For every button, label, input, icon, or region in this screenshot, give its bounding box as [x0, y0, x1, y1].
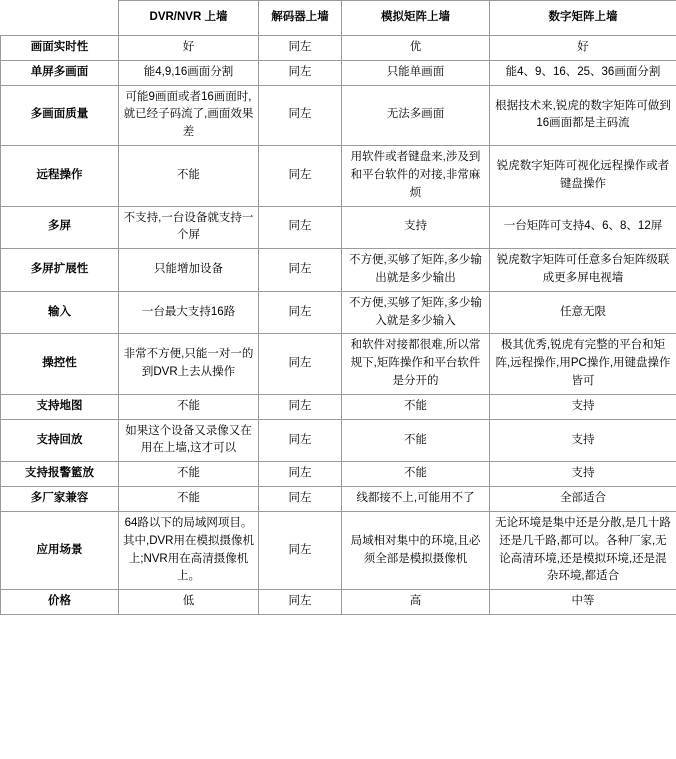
cell-decoder: 同左	[259, 462, 342, 487]
row-label: 多画面质量	[1, 85, 119, 145]
row-label: 远程操作	[1, 146, 119, 206]
cell-decoder: 同左	[259, 394, 342, 419]
cell-digital-matrix: 中等	[490, 590, 676, 615]
row-label: 支持报警籃放	[1, 462, 119, 487]
cell-analog-matrix: 用软件或者键盘来,涉及到和平台软件的对接,非常麻烦	[342, 146, 490, 206]
table-header-row	[1, 1, 676, 36]
cell-digital-matrix: 极其优秀,锐虎有完整的平台和矩阵,远程操作,用PC操作,用键盘操作皆可	[490, 334, 676, 394]
table-row	[1, 36, 676, 61]
cell-decoder: 同左	[259, 60, 342, 85]
table-row	[1, 334, 676, 394]
cell-dvr-nvr: 只能增加设备	[119, 249, 259, 292]
column-header-dvr-nvr: DVR/NVR 上墙	[119, 1, 259, 36]
cell-digital-matrix: 无论环境是集中还是分散,是几十路还是几千路,都可以。各种厂家,无论高清环境,还是模拟环境,还是混杂环境,都适合	[490, 511, 676, 589]
table-row	[1, 85, 676, 145]
cell-dvr-nvr: 非常不方便,只能一对一的到DVR上去从操作	[119, 334, 259, 394]
table-row	[1, 206, 676, 249]
cell-analog-matrix: 不能	[342, 394, 490, 419]
cell-dvr-nvr: 一台最大支持16路	[119, 291, 259, 334]
cell-digital-matrix: 支持	[490, 462, 676, 487]
table-row	[1, 60, 676, 85]
cell-decoder: 同左	[259, 419, 342, 462]
cell-analog-matrix: 不方便,买够了矩阵,多少输出就是多少输出	[342, 249, 490, 292]
cell-decoder: 同左	[259, 590, 342, 615]
row-label: 多屏扩展性	[1, 249, 119, 292]
column-header-blank	[1, 1, 119, 36]
cell-dvr-nvr: 不支持,一台设备就支持一个屏	[119, 206, 259, 249]
cell-decoder: 同左	[259, 206, 342, 249]
cell-dvr-nvr: 好	[119, 36, 259, 61]
row-label: 支持地图	[1, 394, 119, 419]
cell-decoder: 同左	[259, 249, 342, 292]
row-label: 输入	[1, 291, 119, 334]
cell-dvr-nvr: 可能9画面或者16画面时,就已经子码流了,画面效果差	[119, 85, 259, 145]
table-row	[1, 590, 676, 615]
column-header-digital-matrix: 数字矩阵上墙	[490, 1, 676, 36]
cell-analog-matrix: 高	[342, 590, 490, 615]
cell-analog-matrix: 支持	[342, 206, 490, 249]
table-row	[1, 249, 676, 292]
table-row	[1, 487, 676, 512]
cell-analog-matrix: 只能单画面	[342, 60, 490, 85]
cell-digital-matrix: 任意无限	[490, 291, 676, 334]
cell-dvr-nvr: 如果这个设备又录像又在用在上墙,这才可以	[119, 419, 259, 462]
cell-analog-matrix: 和软件对接都很难,所以常规下,矩阵操作和平台软件是分开的	[342, 334, 490, 394]
cell-digital-matrix: 全部适合	[490, 487, 676, 512]
table-row	[1, 419, 676, 462]
row-label: 画面实时性	[1, 36, 119, 61]
cell-decoder: 同左	[259, 291, 342, 334]
row-label: 应用场景	[1, 511, 119, 589]
row-label: 单屏多画面	[1, 60, 119, 85]
cell-decoder: 同左	[259, 487, 342, 512]
cell-decoder: 同左	[259, 36, 342, 61]
row-label: 价格	[1, 590, 119, 615]
cell-dvr-nvr: 能4,9,16画面分割	[119, 60, 259, 85]
cell-decoder: 同左	[259, 334, 342, 394]
cell-decoder: 同左	[259, 85, 342, 145]
cell-digital-matrix: 支持	[490, 394, 676, 419]
row-label: 操控性	[1, 334, 119, 394]
column-header-analog-matrix: 模拟矩阵上墙	[342, 1, 490, 36]
cell-digital-matrix: 根据技术来,锐虎的数字矩阵可做到16画面都是主码流	[490, 85, 676, 145]
cell-digital-matrix: 好	[490, 36, 676, 61]
cell-dvr-nvr: 64路以下的局域网项目。其中,DVR用在模拟摄像机上;NVR用在高清摄像机上。	[119, 511, 259, 589]
cell-decoder: 同左	[259, 146, 342, 206]
cell-analog-matrix: 无法多画面	[342, 85, 490, 145]
table-header	[1, 1, 676, 36]
table-body	[1, 36, 676, 615]
cell-digital-matrix: 锐虎数字矩阵可任意多台矩阵级联成更多屏电视墙	[490, 249, 676, 292]
cell-analog-matrix: 线都接不上,可能用不了	[342, 487, 490, 512]
table-row	[1, 462, 676, 487]
cell-analog-matrix: 不方便,买够了矩阵,多少输入就是多少输入	[342, 291, 490, 334]
row-label: 多屏	[1, 206, 119, 249]
table-row	[1, 291, 676, 334]
row-label: 支持回放	[1, 419, 119, 462]
cell-dvr-nvr: 不能	[119, 487, 259, 512]
cell-analog-matrix: 优	[342, 36, 490, 61]
cell-analog-matrix: 不能	[342, 419, 490, 462]
cell-decoder: 同左	[259, 511, 342, 589]
cell-digital-matrix: 锐虎数字矩阵可视化远程操作或者键盘操作	[490, 146, 676, 206]
table-row	[1, 394, 676, 419]
table-row	[1, 146, 676, 206]
cell-analog-matrix: 不能	[342, 462, 490, 487]
cell-digital-matrix: 支持	[490, 419, 676, 462]
table-row	[1, 511, 676, 589]
cell-digital-matrix: 能4、9、16、25、36画面分割	[490, 60, 676, 85]
cell-dvr-nvr: 不能	[119, 462, 259, 487]
row-label: 多厂家兼容	[1, 487, 119, 512]
cell-digital-matrix: 一台矩阵可支持4、6、8、12屏	[490, 206, 676, 249]
cell-dvr-nvr: 低	[119, 590, 259, 615]
column-header-decoder: 解码器上墙	[259, 1, 342, 36]
cell-dvr-nvr: 不能	[119, 394, 259, 419]
cell-analog-matrix: 局域相对集中的环境,且必须全部是模拟摄像机	[342, 511, 490, 589]
cell-dvr-nvr: 不能	[119, 146, 259, 206]
